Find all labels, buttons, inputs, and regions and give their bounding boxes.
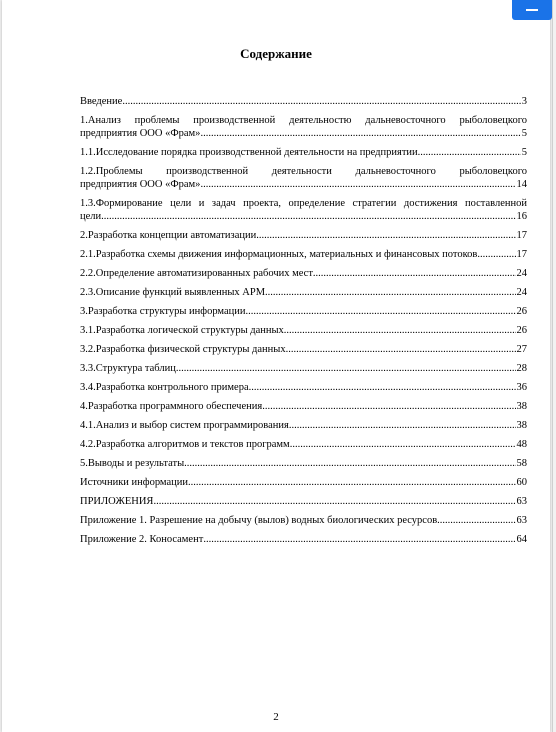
toc-leader-dots <box>200 127 520 140</box>
toc-page-number: 17 <box>516 249 527 260</box>
toc-entry-text-line: 1.3.Формирование цели и задач проекта, определение стратегии достижения поставленной <box>80 198 527 209</box>
toc-page-number: 58 <box>516 458 527 469</box>
minimize-icon <box>526 9 538 11</box>
toc-entry-title: 1.1.Исследование порядка производственной деятельности на предприятии <box>80 147 418 158</box>
toc-page-number: 26 <box>516 306 527 317</box>
toc-leader-dots <box>101 210 515 223</box>
toc-leader-dots <box>188 476 515 489</box>
toc-entry-line <box>80 533 527 546</box>
toc-page-number: 16 <box>516 211 527 222</box>
toc-entry[interactable] <box>80 381 527 394</box>
toc-entry-title: 4.Разработка программного обеспечения <box>80 401 263 412</box>
toc-entry[interactable] <box>80 165 527 191</box>
toc-leader-dots <box>153 495 515 508</box>
toc-page-number: 38 <box>516 420 527 431</box>
toc-entry[interactable] <box>80 286 527 299</box>
toc-leader-dots <box>203 533 515 546</box>
toc-page-number: 14 <box>516 179 527 190</box>
toc-leader-dots <box>176 362 516 375</box>
toc-entry[interactable] <box>80 267 527 280</box>
toc-leader-dots <box>437 514 515 527</box>
toc-page-number: 27 <box>516 344 527 355</box>
toc-entry-line <box>80 95 527 108</box>
toc-entry-title: 3.Разработка структуры информации <box>80 306 246 317</box>
toc-entry[interactable] <box>80 495 527 508</box>
toc-entry-title: 3.4.Разработка контрольного примера <box>80 382 249 393</box>
toc-entry[interactable] <box>80 114 527 140</box>
toc-entry-title: ПРИЛОЖЕНИЯ <box>80 496 154 507</box>
toc-entry-line <box>80 381 527 394</box>
toc-leader-dots <box>200 178 515 191</box>
toc-entry-line <box>80 476 527 489</box>
toc-leader-dots <box>290 438 516 451</box>
toc-page-number: 64 <box>516 534 527 545</box>
toc-entry[interactable] <box>80 229 527 242</box>
toc-page-number: 26 <box>516 325 527 336</box>
toc-entry[interactable] <box>80 419 527 432</box>
toc-entry-title: 4.1.Анализ и выбор систем программирования <box>80 420 289 431</box>
toc-entry-line <box>80 248 527 261</box>
toc-entry[interactable] <box>80 438 527 451</box>
toc-leader-dots <box>284 324 516 337</box>
toc-entry[interactable] <box>80 476 527 489</box>
toc-entry-title: Введение <box>80 96 123 107</box>
toc-leader-dots <box>289 419 516 432</box>
toc-entry[interactable] <box>80 362 527 375</box>
toc-page-number: 63 <box>516 496 527 507</box>
toc-entry-line <box>80 229 527 242</box>
toc-entry-line <box>80 286 527 299</box>
table-of-contents <box>80 95 527 552</box>
toc-entry[interactable] <box>80 343 527 356</box>
toc-entry-line <box>80 146 527 159</box>
toc-entry-title: предприятия ООО «Фрам» <box>80 179 201 190</box>
toc-entry[interactable] <box>80 533 527 546</box>
toc-entry-line <box>80 178 527 191</box>
toc-leader-dots <box>184 457 515 470</box>
toc-entry-line <box>80 343 527 356</box>
toc-leader-dots <box>418 146 521 159</box>
toc-entry-line <box>80 324 527 337</box>
toc-page-number: 24 <box>516 287 527 298</box>
toc-page-number: 17 <box>516 230 527 241</box>
toc-entry[interactable] <box>80 305 527 318</box>
toc-entry-line <box>80 419 527 432</box>
toc-entry-line <box>80 305 527 318</box>
page-edge-divider <box>552 0 553 732</box>
toc-entry-title: Приложение 1. Разрешение на добычу (вылов) водных биологических ресурсов <box>80 515 438 526</box>
toc-entry-title: 5.Выводы и результаты <box>80 458 185 469</box>
toc-entry-title: 2.Разработка концепции автоматизации <box>80 230 257 241</box>
page-title: Содержание <box>240 46 312 61</box>
toc-entry-title: 2.1.Разработка схемы движения информационных, материальных и финансовых потоков <box>80 249 478 260</box>
toc-entry-title: Источники информации <box>80 477 189 488</box>
toc-page-number: 5 <box>521 128 527 139</box>
toc-entry-title: 2.2.Определение автоматизированных рабочих мест <box>80 268 313 279</box>
toc-entry-title: предприятия ООО «Фрам» <box>80 128 201 139</box>
toc-leader-dots <box>246 305 516 318</box>
toc-entry-title: цели <box>80 211 102 222</box>
page-number: 2 <box>273 711 279 723</box>
toc-entry[interactable] <box>80 324 527 337</box>
toc-entry-title: 3.2.Разработка физической структуры данных <box>80 344 286 355</box>
toc-entry-line <box>80 210 527 223</box>
toc-entry[interactable] <box>80 197 527 223</box>
toc-page-number: 63 <box>516 515 527 526</box>
toc-leader-dots <box>249 381 516 394</box>
toc-entry-line <box>80 400 527 413</box>
toc-entry-text-line: 1.Анализ проблемы производственной деятельностю дальневосточного рыболовецкого <box>80 115 527 126</box>
toc-entry-line <box>80 267 527 280</box>
toc-entry-text-line: 1.2.Проблемы производственной деятельности дальневосточного рыболовецкого <box>80 166 527 177</box>
toc-entry[interactable] <box>80 514 527 527</box>
toc-entry-line <box>80 457 527 470</box>
toc-entry[interactable] <box>80 248 527 261</box>
toc-page-number: 3 <box>521 96 527 107</box>
toc-entry-title: 3.3.Структура таблиц <box>80 363 176 374</box>
toc-page-number: 48 <box>516 439 527 450</box>
toc-entry[interactable] <box>80 146 527 159</box>
toc-page-number: 38 <box>516 401 527 412</box>
document-page <box>2 0 550 732</box>
toc-entry[interactable] <box>80 457 527 470</box>
toc-entry-title: 3.1.Разработка логической структуры данных <box>80 325 284 336</box>
toc-entry-title: 4.2.Разработка алгоритмов и текстов программ <box>80 439 290 450</box>
toc-entry-line <box>80 127 527 140</box>
toc-leader-dots <box>262 400 515 413</box>
toc-entry-line <box>80 514 527 527</box>
toc-leader-dots <box>477 248 515 261</box>
toc-entry-title: Приложение 2. Коносамент <box>80 534 204 545</box>
toc-page-number: 5 <box>521 147 527 158</box>
toc-page-number: 36 <box>516 382 527 393</box>
toc-leader-dots <box>313 267 516 280</box>
toc-leader-dots <box>122 95 520 108</box>
toc-leader-dots <box>256 229 515 242</box>
toc-leader-dots <box>286 343 516 356</box>
toc-entry[interactable] <box>80 95 527 108</box>
toc-entry[interactable] <box>80 400 527 413</box>
toc-entry-title: 2.3.Описание функций выявленных АРМ <box>80 287 266 298</box>
minimize-button[interactable] <box>512 0 552 20</box>
toc-leader-dots <box>265 286 515 299</box>
toc-entry-line <box>80 438 527 451</box>
toc-entry-line <box>80 362 527 375</box>
toc-page-number: 24 <box>516 268 527 279</box>
toc-entry-line <box>80 495 527 508</box>
toc-page-number: 60 <box>516 477 527 488</box>
toc-page-number: 28 <box>516 363 527 374</box>
